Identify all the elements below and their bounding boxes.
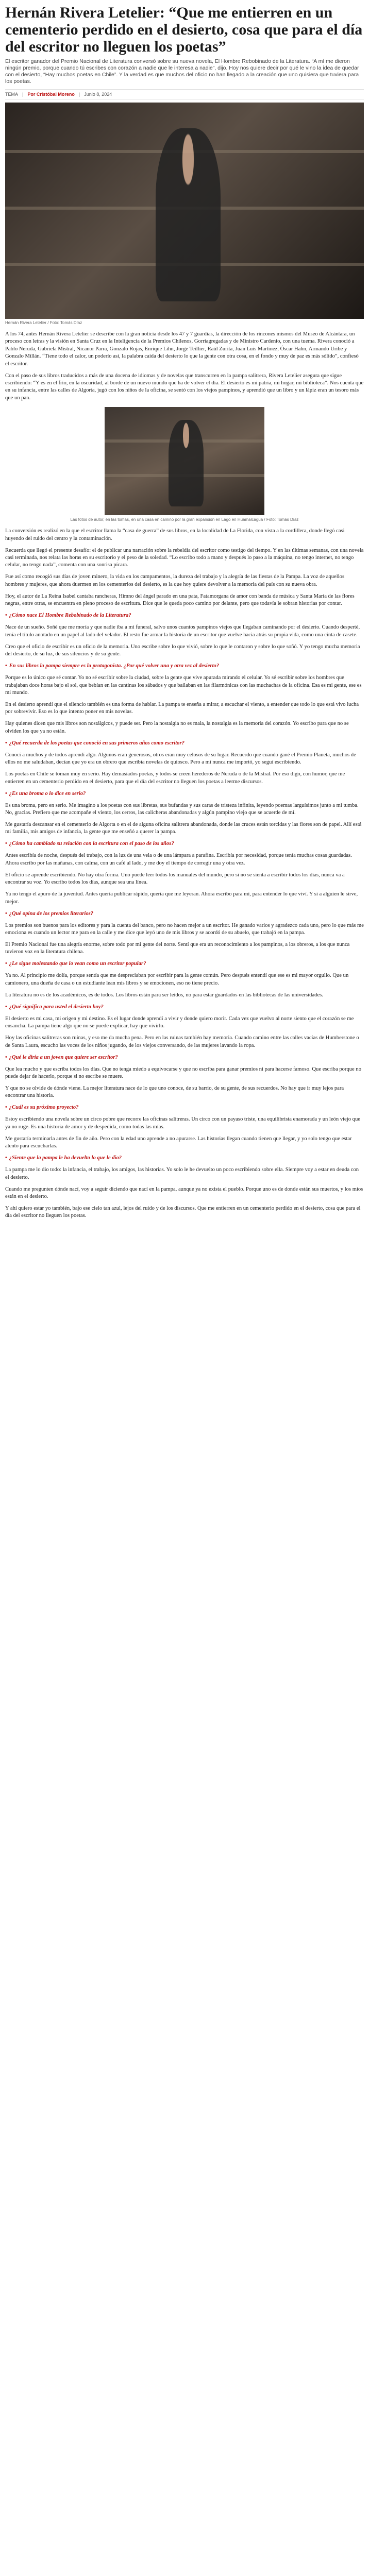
paragraph: Hay quienes dicen que mis libros son nostálgicos, y puede ser. Pero la nostalgia no es mala, la nostalgia es la memoria del corazón. Yo escribo para que no se olviden los que ya no están. <box>5 721 349 734</box>
question-text: ¿Le sigue molestando que lo vean como un escritor popular? <box>9 961 146 967</box>
question-text: ¿Qué recuerda de los poetas que conoció en sus primeros años como escritor? <box>9 740 184 746</box>
question-text: ¿Es una broma o lo dice en serio? <box>9 790 86 796</box>
main-photo <box>5 103 364 319</box>
question-text: En sus libros la pampa siempre es la protagonista. ¿Por qué volver una y otra vez al desierto? <box>9 663 220 669</box>
paragraph: Recuerda que llegó el presente desafío: el de publicar una narración sobre la rebeldía del escritor como testigo del tiempo. Y en las últimas semanas, con una novela casi terminada, nos relata las horas en su escritorio y el peso de la soledad. “Lo escribo todo a mano y después lo paso a la máquina, no tengo internet, no tengo celular, no tengo nada”, comenta con una sonrisa pícara. <box>5 547 364 568</box>
article-deck: El escritor ganador del Premio Nacional de Literatura conversó sobre su nueva novela, El Hombre Rebobinado de la Literatura. “A mí me dieron ningún premio, porque cuando tú escribes con corazón a nadie que le interesa a nadie”, dijo. Hoy nos quiere decir por qué le vino la idea de quedar con el desierto, “Hay muchos poetas en Chile”. Y la verdad es que muchos del oficio no han llegado a la creación que uno quisiera que tuviera para los poetas. <box>5 58 359 84</box>
paragraph: Cuando me pregunten dónde nací, voy a seguir diciendo que nací en la pampa, aunque ya no exista el pueblo. Porque uno es de donde están sus muertos, y los míos están en el desierto. <box>5 1186 363 1200</box>
interview-question <box>5 1054 364 1061</box>
paragraph: Me gustaría terminarla antes de fin de año. Pero con la edad uno aprende a no apurarse. Las historias llegan cuando tienen que llegar, y yo solo tengo que estar atento para escucharlas. <box>5 1136 352 1149</box>
paragraph: La conversión es realizó en la que el escritor llama la “casa de guerra” de sus libros, en la localidad de La Florida, con vista a la cordillera, donde llegó casi huyendo del ruido del centro y la contaminación. <box>5 528 345 541</box>
paragraph: Hoy, el autor de La Reina Isabel cantaba rancheras, Himno del ángel parado en una pata, Fatamorgana de amor con banda de música y Santa María de las flores negras, entre otras, se encuentra en pleno proceso de escritura. Dice que le queda poco camino por delante, pero que todavía le sobran historias por contar. <box>5 593 355 607</box>
interview-question <box>5 740 364 747</box>
bullet-icon: • <box>5 613 7 619</box>
article-headline: Hernán Rivera Letelier: “Que me entierren en un cementerio perdido en el desierto, cosa que para el día del escritor no lleguen los poetas” <box>5 4 363 55</box>
paragraph: Conocí a muchos y de todos aprendí algo. Algunos eran generosos, otros eran muy celosos de su lugar. Recuerdo que cuando gané el Premio Planeta, muchos de ellos no me saludaban, decían que yo era un obrero que escribía novelas de quiosco. Pero a mí nunca me importó, yo seguí escribiendo. <box>5 752 356 766</box>
question-text: ¿Qué opina de los premios literarios? <box>9 910 94 917</box>
question-text: ¿Cuál es su próximo proyecto? <box>9 1105 79 1111</box>
question-text: ¿Cómo ha cambiado su relación con la escritura con el paso de los años? <box>9 841 174 847</box>
question-text: ¿Siente que la pampa le ha devuelto lo que le dio? <box>9 1155 122 1161</box>
interview-question <box>5 910 364 918</box>
paragraph: Fue así como recogió sus días de joven minero, la vida en los campamentos, la dureza del trabajo y la alegría de las fiestas de la Pampa. La voz de aquellos hombres y mujeres, que ahora duermen en los cementerios del desierto, es la que hoy quiere devolver a la memoria del país con su nueva obra. <box>5 574 345 587</box>
paragraph: Antes escribía de noche, después del trabajo, con la luz de una vela o de una lámpara a parafina. Escribía por necesidad, porque tenía muchas cosas guardadas. Ahora escribo por las mañanas, con calma, con un café al lado, y me doy el tiempo de corregir una y otra vez. <box>5 853 352 866</box>
paragraph: Ya no tengo el apuro de la juventud. Antes quería publicar rápido, quería que me leyeran. Ahora escribo para mí, para entender lo que viví. Y si a alguien le sirve, mejor. <box>5 891 358 905</box>
interview-question <box>5 1004 364 1011</box>
paragraph: Creo que el oficio de escribir es un oficio de la memoria. Uno escribe sobre lo que vivió, sobre lo que le contaron y sobre lo que soñó. Y yo tengo mucha memoria del desierto, de su luz, de sus silencios y de su gente. <box>5 643 360 657</box>
paragraph: Ya no. Al principio me dolía, porque sentía que me despreciaban por escribir para la gente común. Pero después entendí que ese es mi mayor orgullo. Que un camionero, una dueña de casa o un estudiante lean mis libros y se emocionen, eso no tiene precio. <box>5 973 349 986</box>
question-text: ¿Qué significa para usted el desierto hoy? <box>9 1004 104 1010</box>
paragraph: A los 74, antes Hernán Rivera Letelier se describe con la gran noticia desde los 47 y 7 guardias, la dirección de los rincones mismos del Museo de Alcántara, un proceso con letras y la visión en Santa Cruz en la Inteligencia de la Premios Chilenos, Gorriagregadas y de Ministro Cardenio, con una tuema. Rivera conoció a Pablo Neruda, Gabriela Mistral, Nicanor Parra, Gonzalo Rojas, Enrique Lihn, Jorge Teillier, Raúl Zurita, Juan Luis Martínez, Óscar Hahn, Armando Uribe y Gonzalo Millán. “Tiene todo el calor, un poderío así, la palabra caída del desierto lo que la gente con otra cosa, en el fondo y muy de paz es más sólido”, confiesó el escritor. <box>5 331 359 367</box>
interview-question <box>5 1104 364 1111</box>
author-link[interactable]: Por Cristóbal Moreno <box>27 92 75 97</box>
interview-question <box>5 790 364 798</box>
interview-question <box>5 1155 364 1162</box>
paragraph: Los poetas en Chile se toman muy en serio. Hay demasiados poetas, y todos se creen herederos de Neruda o de la Mistral. Por eso digo, con humor, que me entierren en un cementerio perdido en el desierto, para que el día del escritor no lleguen los poetas a leerme discursos. <box>5 771 345 785</box>
secondary-photo-caption: Las fotos de autor, en las tomas, en una casa en camino por la gran expansión en Lago en Huamalcagua / Foto: Tomás Díaz <box>70 517 299 522</box>
secondary-photo <box>105 407 264 515</box>
question-text: ¿Qué le diría a un joven que quiere ser escritor? <box>9 1054 118 1060</box>
paragraph: En el desierto aprendí que el silencio también es una forma de hablar. La pampa te enseña a mirar, a escuchar el viento, a entender que todo lo que está vivo lucha por sobrevivir. Eso es lo que intento poner en mis novelas. <box>5 701 359 715</box>
paragraph: Hoy las oficinas salitreras son ruinas, y eso me da mucha pena. Pero en las ruinas también hay memoria. Cuando camino entre las calles vacías de Humberstone o de Santa Laura, escucho las voces de los niños jugando, de los viejos conversando, de las mujeres lavando la ropa. <box>5 1035 359 1048</box>
body-block-a2 <box>5 528 364 607</box>
article <box>0 4 369 1220</box>
paragraph: Porque es lo único que sé contar. Yo no sé escribir sobre la ciudad, sobre la gente que vive apurada mirando el celular. Yo sé escribir sobre los hombres que trabajaban doce horas bajo el sol, que bebían en las cantinas los sábados y que bailaban en las filarmónicas con las muchachas de la oficina. Esa es mi gente, ese es mi mundo. <box>5 675 362 696</box>
bullet-icon: • <box>5 961 7 967</box>
bullet-icon: • <box>5 740 7 746</box>
question-text: ¿Cómo nace El Hombre Rebobinado de la Literatura? <box>9 613 131 619</box>
bullet-icon: • <box>5 1004 7 1010</box>
interview-question <box>5 663 364 670</box>
paragraph: Es una broma, pero en serio. Me imagino a los poetas con sus libretas, sus bufandas y sus caras de tristeza infinita, leyendo poemas larguísimos junto a mi tumba. No, gracias. Prefiero que me acompañe el viento, los cerros, las calicheras abandonadas y algún pampino viejo que se acuerde de mí. <box>5 802 359 816</box>
paragraph: Y ahí quiero estar yo también, bajo ese cielo tan azul, lejos del ruido y de los discursos. Que me entierren en un cementerio perdido en el desierto, cosa que para el día del escritor no lleguen los poetas. <box>5 1206 361 1219</box>
bullet-icon: • <box>5 1054 7 1060</box>
publish-date: Junio 8, 2024 <box>84 92 112 97</box>
bullet-icon: • <box>5 790 7 796</box>
paragraph: Que lea mucho y que escriba todos los días. Que no tenga miedo a equivocarse y que no escriba para ganar premios ni para hacerse famoso. Que escriba porque no puede dejar de hacerlo, porque si no escribe se muere. <box>5 1066 361 1079</box>
paragraph: Y que no se olvide de dónde viene. La mejor literatura nace de lo que uno conoce, de su barrio, de su gente, de sus recuerdos. No hay que ir muy lejos para encontrar una historia. <box>5 1086 344 1099</box>
bullet-icon: • <box>5 663 7 669</box>
interview-question <box>5 612 364 619</box>
meta-separator: | <box>22 92 24 97</box>
bullet-icon: • <box>5 1105 7 1111</box>
paragraph: La literatura no es de los académicos, es de todos. Los libros están para ser leídos, no para estar guardados en las bibliotecas de las universidades. <box>5 992 323 998</box>
bullet-icon: • <box>5 1155 7 1161</box>
interview-question <box>5 840 364 848</box>
interview-question <box>5 960 364 968</box>
paragraph: La pampa me lo dio todo: la infancia, el trabajo, los amigos, las historias. Yo solo le he devuelto un poco escribiendo sobre ella. Siempre voy a estar en deuda con el desierto. <box>5 1167 359 1180</box>
paragraph: El oficio se aprende escribiendo. No hay otra forma. Uno puede leer todos los manuales del mundo, pero si no se sienta a escribir todos los días, nunca va a encontrar su voz. Yo escribo todos los días, aunque sea una línea. <box>5 872 345 886</box>
paragraph: Me gustaría descansar en el cementerio de Algorta o en el de alguna oficina salitrera abandonada, donde las cruces están torcidas y las flores son de papel. Allí está mi familia, mis amigos de infancia, la gente que me enseñó a querer la pampa. <box>5 821 362 835</box>
article-meta <box>5 89 364 99</box>
bullet-icon: • <box>5 910 7 917</box>
paragraph: Nace de un sueño. Soñé que me moría y que nadie iba a mi funeral, salvo unos cuantos pampinos viejos que llegaban caminando por el desierto. Cuando desperté, tenía el título anotado en un papel al lado del velador. El resto fue armar la historia de un escritor que vuelve hacia atrás su propia vida, como una cinta de casete. <box>5 624 360 638</box>
paragraph: El Premio Nacional fue una alegría enorme, sobre todo por mi gente del norte. Sentí que era un reconocimiento a los pampinos, a los obreros, a los que nunca tuvieron voz en la literatura chilena. <box>5 941 350 955</box>
body-block-a <box>5 331 364 402</box>
bullet-icon: • <box>5 841 7 847</box>
main-photo-caption: Hernán Rivera Letelier / Foto: Tomás Díaz <box>5 320 82 325</box>
meta-separator: | <box>78 92 80 97</box>
paragraph: Con el paso de sus libros traducidos a más de una docena de idiomas y de novelas que transcurren en la pampa salitrera, Rivera Letelier asegura que sigue escribiendo: “Y es en el frío, en la oscuridad, al borde de un nuevo mundo que ha de volver el día. El desierto es mi patria, mi hogar, mi biblioteca”. Nos cuenta que en su infancia, entre las calles de Algorta, jugó con los niños de la oficina, se sentó con los viejos pampinos, y aprendió que un libro y un lápiz eran un tesoro más que un pan. <box>5 372 364 401</box>
paragraph: Estoy escribiendo una novela sobre un circo pobre que recorre las oficinas salitreras. Un circo con un payaso triste, una equilibrista enamorada y un león viejo que ya no ruge. Es una historia de amor y de despedida, como todas las mías. <box>5 1116 360 1130</box>
paragraph: El desierto es mi casa, mi origen y mi destino. Es el lugar donde aprendí a vivir y donde quiero morir. Cada vez que vuelvo al norte siento que el corazón se me ensancha. La pampa tiene algo que no se puede explicar, hay que vivirlo. <box>5 1015 354 1029</box>
section-label[interactable]: TEMA <box>5 92 19 97</box>
paragraph: Los premios son buenos para los editores y para la cuenta del banco, pero no hacen mejor a un escritor. He ganado varios y agradezco cada uno, pero lo que más me emociona es cuando un lector me para en la calle y me dice que leyó uno de mis libros y se acordó de su abuelo, que trabajó en la pampa. <box>5 922 364 936</box>
